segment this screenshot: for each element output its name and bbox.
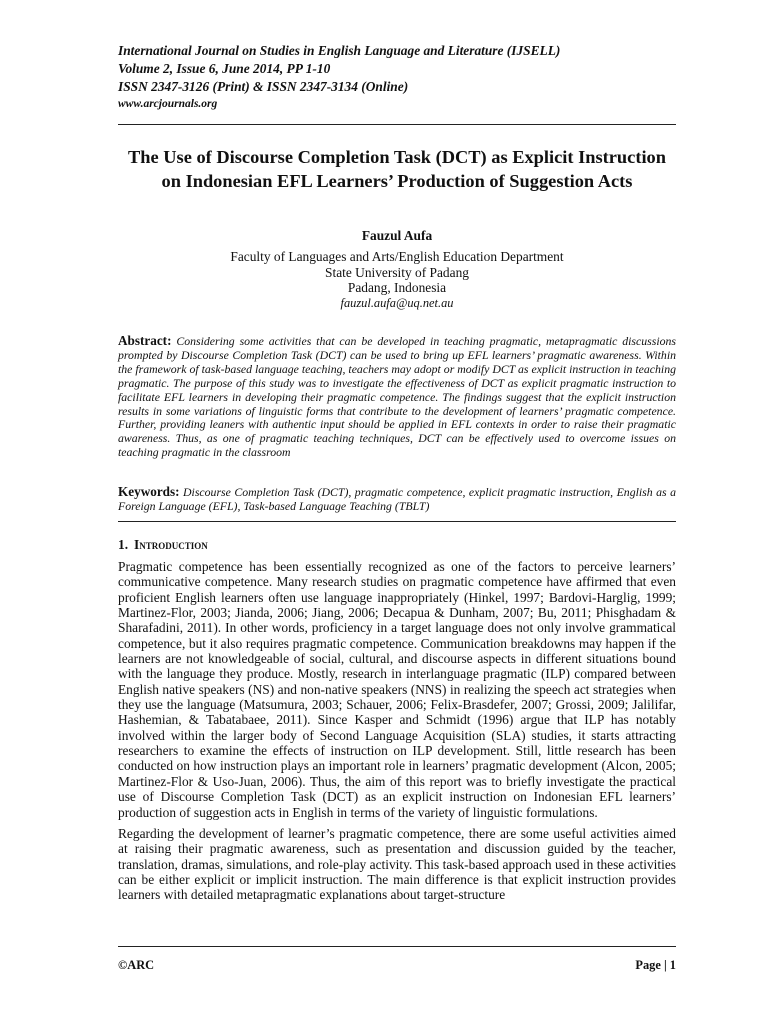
affiliation-university: State University of Padang [325,264,469,280]
journal-name: International Journal on Studies in English Language and Literature (IJSELL) [118,43,561,58]
keywords [118,485,676,514]
author-email[interactable]: fauzul.aufa@uq.net.au [340,295,454,310]
abstract-text: Considering some activities that can be developed in teaching pragmatic, metapragmatic discussions prompted by Discourse Completion Task (DCT) can be used to bring up EFL learners’ pragmatic awareness. Within the framework of task-based language teaching, teachers may adopt or modify DCT as explicit instruction in teaching pragmatic. The purpose of this study was to investigate the effectiveness of DCT as explicit pragmatic instruction to facilitate EFL learners in developing their pragmatic competence. The findings suggest that the explicit instruction results in some variations of linguistic forms that contribute to the development of learners’ pragmatic competence. Further, providing leaners with authentic input should be applied in EFL contexts in order to raise their pragmatic awareness. Thus, as one of pragmatic teaching techniques, DCT can be effectively used to overcome issues on teaching pragmatic in the classroom [118,334,676,460]
journal-issn: ISSN 2347-3126 (Print) & ISSN 2347-3134 (Online) [118,79,409,94]
journal-header [118,42,678,112]
footer-divider [118,946,676,947]
journal-url[interactable]: www.arcjournals.org [118,98,218,110]
keywords-label: Keywords: [118,484,180,499]
keywords-text: Discourse Completion Task (DCT), pragmatic competence, explicit pragmatic instruction, English as a Foreign Language (EFL), Task-based Language Teaching (TBLT) [118,485,676,513]
body-text [118,559,676,909]
section-number: 1. [118,537,129,552]
author-affiliation [118,249,676,311]
paragraph: Pragmatic competence has been essentially recognized as one of the factors to perceive learners’ communicative competence. Many research studies on pragmatic competence have affirmed that even proficient English learners often use language inappropriately (Hinkel, 1997; Bardovi-Harglig, 1999; Martinez-Flor, 2003; Jianda, 2006; Jiang, 2006; Decapua & Dunham, 2007; Bu, 2011; Phisghadam & Sharafadini, 2011). In other words, proficiency in a target language does not only involve grammatical competence, but it also requires pragmatic competence. Communication breakdowns may happen if the learners are not knowledgeable of social, cultural, and discourse aspects in different situations bound with the language they produce. Mostly, research in interlanguage pragmatic (ILP) compared between English native speakers (NS) and non-native speakers (NNS) in realizing the speech act strategies when they use the language (Matsumura, 2003; Schauer, 2006; Felix-Brasdefer, 2007; Grossi, 2009; Jalilifar, Hashemian, & Tabatabaee, 2011). Since Kasper and Schmidt (1996) argue that ILP has notably involved within the larger body of Second Language Acquisition (SLA) studies, it starts attracting researchers to examine the effects of instruction on ILP development. Still, little research has been conducted on how instruction plays an important role in learners’ pragmatic development (Alcon, 2005; Martinez-Flor & Uso-Juan, 2006). Thus, the aim of this report was to briefly investigate the practical use of Discourse Completion Task (DCT) as an explicit instruction on Indonesian EFL learners’ production of suggestion acts in English in terms of the variety of linguistic formulations. [118,559,676,820]
affiliation-department: Faculty of Languages and Arts/English Education Department [230,249,564,264]
page-number: Page | 1 [635,958,676,972]
affiliation-location: Padang, Indonesia [347,280,447,295]
journal-volume: Volume 2, Issue 6, June 2014, PP 1-10 [118,61,331,76]
abstract [118,334,676,460]
author-name: Fauzul Aufa [361,228,433,243]
header-divider [118,124,676,125]
section-heading [118,536,676,553]
abstract-divider [118,521,676,522]
article-title: The Use of Discourse Completion Task (DCT) as Explicit Instruction on Indonesian EFL Learners’ Production of Suggestion Acts [128,147,666,191]
paragraph: Regarding the development of learner’s pragmatic competence, there are some useful activities aimed at raising their pragmatic awareness, such as presentation and discussion guided by the teacher, translation, dramas, simulations, and role-play activity. This task-based approach used in these activities can be either explicit or implicit instruction. The main difference is that explicit instruction provides learners with detailed metapragmatic explanations about target-structure [118,825,676,903]
abstract-label: Abstract: [118,333,172,348]
section-title: Introduction [134,537,208,552]
footer-copyright: ©ARC [118,958,155,972]
